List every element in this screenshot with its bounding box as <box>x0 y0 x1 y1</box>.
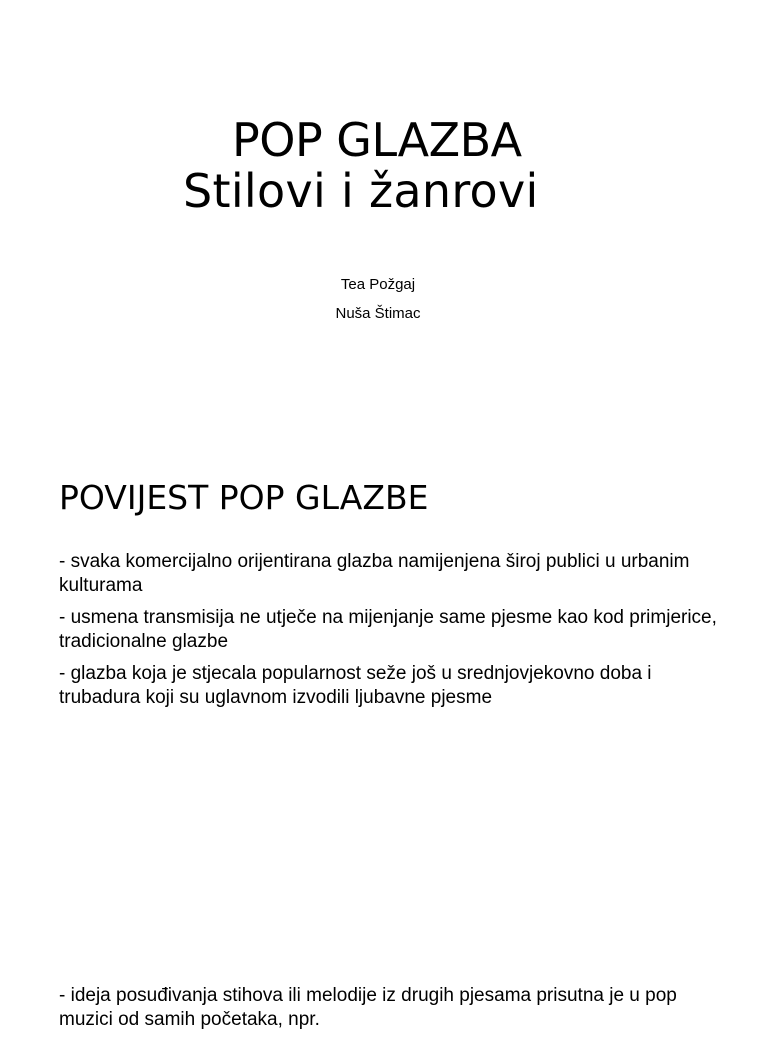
bullet-item: - usmena transmisija ne utječe na mijenjanje same pjesme kao kod primjerice, tradicionalne glazbe <box>59 607 717 652</box>
history-slide <box>0 432 768 816</box>
slide-title-line-2: Stilovi i žanrovi <box>183 164 539 218</box>
bullet-item: - svaka komercijalno orijentirana glazba namijenjena široj publici u urbanim kulturama <box>59 551 690 596</box>
bullet-item: - glazba koja je stjecala popularnost seže još u srednjovjekovno doba i trubadura koji su uglavnom izvodili ljubavne pjesme <box>59 663 652 708</box>
slide-title-line-1: POP GLAZBA <box>232 113 522 167</box>
title-slide <box>0 0 768 384</box>
bullet-list <box>59 550 719 718</box>
author-name: Nuša Štimac <box>335 305 421 322</box>
slide-heading: POVIJEST POP GLAZBE <box>59 478 429 517</box>
continuation-slide <box>0 864 768 1030</box>
bullet-item: - ideja posuđivanja stihova ili melodije iz drugih pjesama prisutna je u pop muzici od samih početaka, npr. <box>59 985 677 1030</box>
bullet-list <box>59 984 719 1040</box>
author-name: Tea Požgaj <box>340 276 416 293</box>
